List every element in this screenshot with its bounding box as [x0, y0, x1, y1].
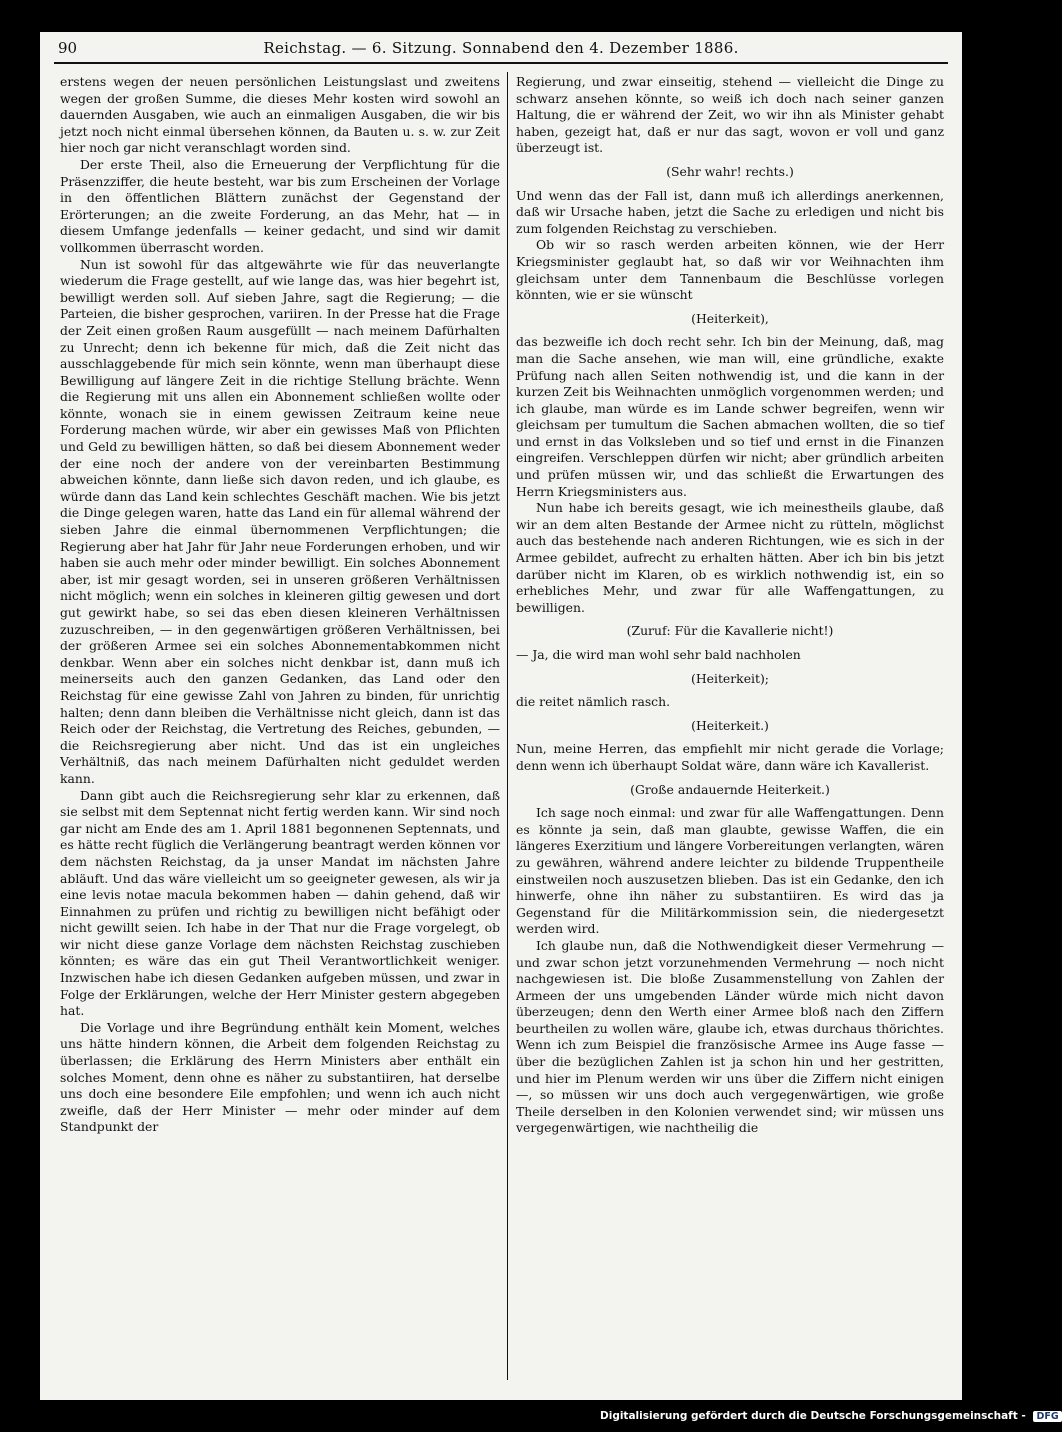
paragraph: Ob wir so rasch werden arbeiten können, wie der Herr Kriegsminister geglaubt hat, so daß wir vor Weihnachten ihm gleichsam unter dem Tannenbaum die Beschlüsse vorlegen könnten, wie er sie wünscht [516, 237, 944, 303]
paragraph: Nun, meine Herren, das empfiehlt mir nicht gerade die Vorlage; denn wenn ich überhaupt Soldat wäre, dann wäre ich Kavallerist. [516, 741, 944, 773]
paragraph: Regierung, und zwar einseitig, stehend — vielleicht die Dinge zu schwarz ansehen könnte, so weiß ich doch nach seiner ganzen Haltung, die er während der Zeit, wo wir ihn als Minister gehabt haben, gezeigt hat, daß er nur das sagt, wovon er voll und ganz überzeugt ist. [516, 74, 944, 156]
footer-text: Digitalisierung gefördert durch die Deutsche Forschungsgemeinschaft - [600, 1410, 1026, 1422]
interjection: (Zuruf: Für die Kavallerie nicht!) [626, 623, 834, 639]
paragraph: Der erste Theil, also die Erneuerung der Verpflichtung für die Präsenzziffer, die heute besteht, war bis zum Erscheinen der Vorlage in den öffentlichen Blättern zunächst der Gegenstand der Erörterungen; an die zweite Forderung, an das Mehr, hat — in diesem Umfange jedenfalls — keiner gedacht, und sind wir damit vollkommen überrascht worden. [60, 156, 500, 255]
digitization-footer [600, 1410, 1062, 1426]
column-divider [507, 72, 508, 1380]
paragraph: Nun ist sowohl für das altgewährte wie für das neuverlangte wiederum die Frage gestellt, auf wie lange das, was hier begehrt ist, bewilligt werden soll. Auf sieben Jahre, sagt die Regierung; — die Parteien, die bisher gesprochen, variiren. In der Presse hat die Frage der Zeit einen großen Raum ausgefüllt — nach meinem Dafürhalten zu Unrecht; denn ich bekenne für mich, daß die Zeit nicht das ausschlaggebende für mich sein könnte, wenn man überhaupt diese Bewilligung auf längere Zeit in die richtige Stellung brächte. Wenn die Regierung mit uns allen ein Abonnement schließen wollte oder könnte, wonach sie in einem gewissen Zeitraum keine neue Forderung machen würde, wir aber ein gewisses Maß von Pflichten und Geld zu bewilligen hätten, so daß bei diesem Abonnement weder der eine noch der andere von der vereinbarten Bestimmung abweichen könnte, dann ließe sich davon reden, und ich glaube, es würde dann das Land kein schlechtes Geschäft machen. Wie bis jetzt die Dinge gelegen waren, hatte das Land ein für allemal während der sieben Jahre die einmal übernommenen Verpflichtungen; die Regierung aber hat Jahr für Jahr neue Forderungen erhoben, und wir haben sie auch mehr oder minder bewilligt. Ein solches Abonnement aber, ist mir gesagt worden, sei in unseren größeren Verhältnissen nicht möglich; wenn ein solches in kleineren giltig gewesen und dort gut gewirkt habe, so sei das eben diesen kleineren Verhältnissen zuzuschreiben, — in den gegenwärtigen größeren Verhältnissen, bei der größeren Armee sei ein solches Abonnementabkommen nicht denkbar. Wenn aber ein solches nicht denkbar ist, dann muß ich meinerseits auch den ganzen Gedanken, das Land oder den Reichstag für eine gewisse Zahl von Jahren zu binden, für unrichtig halten; denn dann bleiben die Verhältnisse nicht gleich, dann ist das Reich oder der Reichstag, die Vertretung des Reiches, gebunden, — die Reichsregierung aber nicht. Und das ist ein ungleiches Verhältniß, das nach meinem Dafürhalten nicht geduldet werden kann. [60, 256, 500, 786]
paragraph: das bezweifle ich doch recht sehr. Ich bin der Meinung, daß, mag man die Sache ansehen, wie man will, eine gründliche, exakte Prüfung nach allen Seiten nothwendig ist, und die kann in der kurzen Zeit bis Weihnachten unmöglich vorgenommen werden; und ich glaube, man würde es im Lande schwer begreifen, wenn wir gleichsam per tumultum die Sachen abmachen wollten, die so tief und ernst in das Volksleben und so tief und ernst in die Finanzen eingreifen. Verschleppen dürfen wir nicht; aber gründlich arbeiten und prüfen müssen wir, und das schließt die Erwartungen des Herrn Kriegsministers aus. [516, 334, 944, 499]
page-title: Reichstag. — 6. Sitzung. Sonnabend den 4. Dezember 1886. [263, 39, 739, 57]
left-column [60, 74, 500, 1136]
paragraph: Ich glaube nun, daß die Nothwendigkeit dieser Vermehrung — und zwar schon jetzt vorzunehmenden Vermehrung — noch nicht nachgewiesen ist. Die bloße Zusammenstellung von Zahlen der Armeen der uns umgebenden Länder würde mich nicht davon überzeugen; denn den Werth einer Armee bloß nach den Ziffern beurtheilen zu wollen wäre, glaube ich, etwas durchaus thörichtes. Wenn ich zum Beispiel die französische Armee ins Auge fasse — über die bezüglichen Zahlen ist ja schon hin und her gestritten, und hier im Plenum werden wir uns über die Ziffern nicht einigen —, so müssen wir uns doch auch vergegenwärtigen, wie große Theile derselben in den Kolonien verwendet sind; wir müssen uns vergegenwärtigen, wie nachtheilig die [516, 937, 944, 1136]
paragraph: die reitet nämlich rasch. [516, 694, 671, 710]
paragraph: Und wenn das der Fall ist, dann muß ich allerdings anerkennen, daß wir Ursache haben, jetzt die Sache zu erledigen und nicht bis zum folgenden Reichstag zu verschieben. [516, 187, 944, 236]
paragraph: Ich sage noch einmal: und zwar für alle Waffengattungen. Denn es könnte ja sein, daß man glaubte, gewisse Waffen, die ein längeres Exerzitium und längere Vorbereitungen verlangten, wären zu gewähren, während andere leichter zu bildende Truppentheile einstweilen noch auszusetzen blieben. Das ist ein Gedanke, den ich hinwerfe, ohne ihn näher zu substantiiren. Es wird das ja Gegenstand für die Militärkommission sein, die niedergesetzt werden wird. [516, 805, 944, 937]
page-header [54, 38, 948, 64]
dfg-logo: DFG [1033, 1411, 1061, 1422]
paragraph: Nun habe ich bereits gesagt, wie ich meinestheils glaube, daß wir an dem alten Bestande der Armee nicht zu rütteln, möglichst auch das bestehende nach anderen Richtungen, wie es sich in der Armee gebildet, aufrecht zu erhalten hätten. Aber ich bin bis jetzt darüber nicht im Klaren, ob es wirklich nothwendig ist, ein so erhebliches Mehr, und zwar für alle Waffengattungen, zu bewilligen. [516, 500, 944, 615]
page-number: 90 [58, 39, 78, 57]
right-column [516, 74, 944, 1137]
paragraph: erstens wegen der neuen persönlichen Leistungslast und zweitens wegen der großen Summe, die dieses Mehr kosten wird sowohl an dauernden Ausgaben, wie auch an einmaligen Ausgaben, die wir bis jetzt noch nicht einmal übersehen können, da Bauten u. s. w. zur Zeit hier noch gar nicht veranschlagt worden sind. [60, 74, 500, 156]
interjection: (Heiterkeit); [691, 670, 769, 686]
interjection: (Sehr wahr! rechts.) [666, 163, 794, 179]
interjection: (Große andauernde Heiterkeit.) [630, 781, 830, 797]
paragraph: Die Vorlage und ihre Begründung enthält kein Moment, welches uns hätte hindern können, die Arbeit dem folgenden Reichstag zu überlassen; die Erklärung des Herrn Ministers aber enthält ein solches Moment, denn ohne es näher zu substantiiren, hat derselbe uns doch eine besondere Eile empfohlen; und wenn ich auch nicht zweifle, daß der Herr Minister — mehr oder minder auf dem Standpunkt der [60, 1019, 500, 1135]
document-page [40, 32, 962, 1400]
interjection: (Heiterkeit), [691, 310, 769, 326]
interjection: (Heiterkeit.) [691, 717, 769, 733]
paragraph: — Ja, die wird man wohl sehr bald nachholen [516, 647, 801, 662]
paragraph: Dann gibt auch die Reichsregierung sehr klar zu erkennen, daß sie selbst mit dem Septennat nicht fertig werden kann. Wir sind noch gar nicht am Ende des am 1. April 1881 begonnenen Septennats, und es hätte recht füglich die Verlängerung beantragt werden können vor dem nächsten Reichstag, da ja unser Mandat im nächsten Jahre abläuft. Und das wäre vielleicht um so geeigneter gewesen, als wir ja eine levis notae macula bekommen haben — dahin gehend, daß wir Einnahmen zu prüfen und richtig zu bewilligen nicht befähigt oder nicht gewillt seien. Ich habe in der That nur die Frage vorgelegt, ob wir nicht diese ganze Vorlage dem nächsten Reichstag zuschieben könnten; es wäre das ein gut Theil Verantwortlichkeit weniger. Inzwischen habe ich diesen Gedanken aufgeben müssen, und zwar in Folge der Erklärungen, welche der Herr Minister gestern abgegeben hat. [60, 787, 500, 1019]
